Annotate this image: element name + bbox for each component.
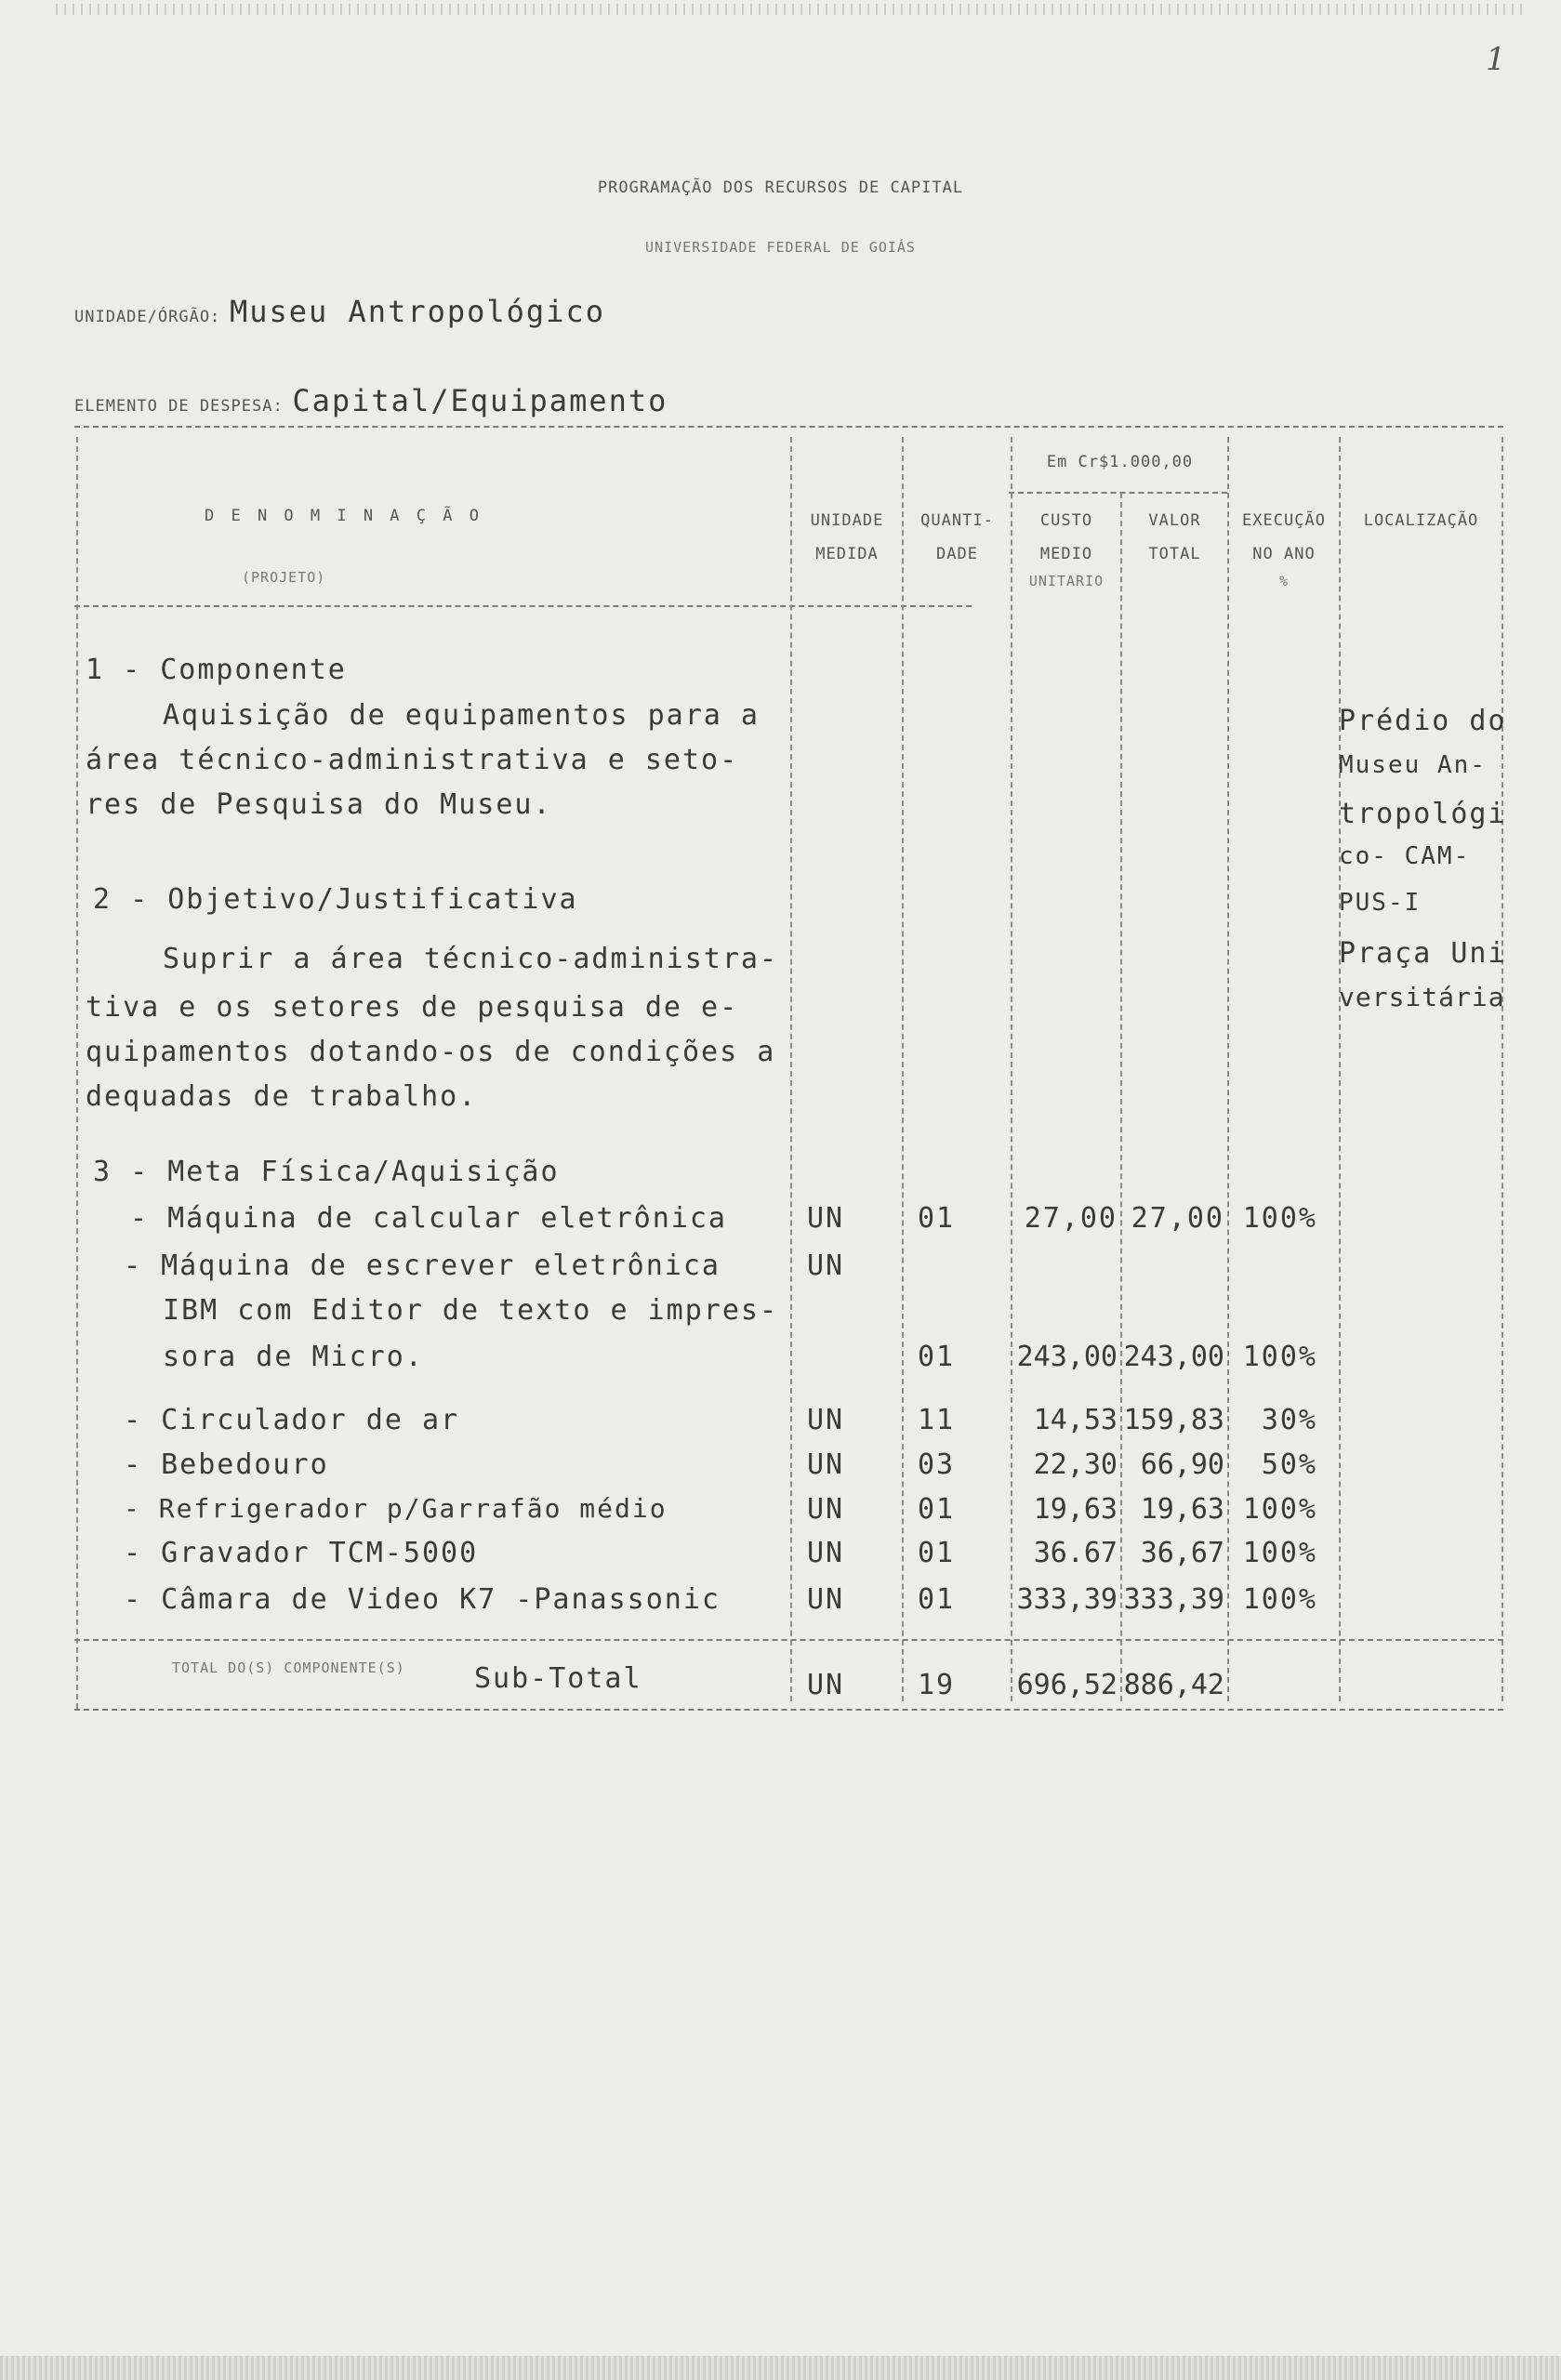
item-description: - Máquina de calcular eletrônica [130, 1202, 727, 1235]
col-header-quantidade-1: QUANTI- [920, 511, 994, 530]
col-header-valor-2: TOTAL [1148, 545, 1201, 563]
item-unit: UN [807, 1537, 845, 1569]
table-top-border [74, 426, 1503, 428]
col-divider-localizacao [1339, 437, 1341, 1701]
item-unit-cost: 333,39 [1016, 1583, 1118, 1616]
document-subtitle: UNIVERSIDADE FEDERAL DE GOIÁS [645, 239, 916, 256]
item-quantity: 01 [918, 1537, 956, 1569]
item-description: - Bebedouro [124, 1448, 329, 1481]
col-header-execucao-2: NO ANO [1252, 545, 1316, 563]
col-header-denominacao: D E N O M I N A Ç Ã O [205, 507, 483, 525]
location-line-2: Museu An- [1339, 751, 1487, 779]
col-divider-quantidade [902, 437, 904, 1701]
item-total: 66,90 [1140, 1448, 1224, 1481]
table-total-top-border [74, 1639, 1503, 1641]
col-header-custo-3: UNITARIO [1028, 573, 1105, 589]
item-description: - Gravador TCM-5000 [124, 1537, 479, 1569]
item-execution: 100% [1242, 1341, 1317, 1373]
unit-label: UNIDADE/ÓRGÃO: [74, 308, 221, 326]
currency-divider [1009, 492, 1227, 494]
item-unit: UN [807, 1250, 845, 1282]
item-unit-cost: 27,00 [1024, 1202, 1118, 1235]
item-quantity: 01 [918, 1493, 956, 1526]
item-description: - Máquina de escrever eletrônica [124, 1250, 721, 1282]
total-unit: UN [807, 1669, 845, 1701]
table-header-bottom-border [74, 605, 972, 607]
item-unit: UN [807, 1404, 845, 1436]
total-value: 886,42 [1123, 1669, 1224, 1701]
location-line-3: tropológi [1339, 798, 1507, 830]
item-execution: 30% [1261, 1404, 1317, 1436]
section-1-heading: 1 - Componente [86, 654, 347, 686]
section-2-line-3: quipamentos dotando-os de condições a [86, 1036, 776, 1068]
col-header-unidade-2: MEDIDA [815, 545, 879, 563]
location-line-5: PUS-I [1339, 889, 1422, 917]
location-line-4: co- CAM- [1339, 842, 1471, 870]
section-1-line-2: área técnico-administrativa e seto- [86, 744, 739, 776]
table-left-border [76, 437, 78, 1709]
unit-value: Museu Antropológico [229, 294, 605, 329]
item-execution: 100% [1242, 1537, 1317, 1569]
item-unit-cost: 14,53 [1033, 1404, 1118, 1436]
item-total: 333,39 [1123, 1583, 1224, 1616]
col-header-unidade-1: UNIDADE [810, 511, 884, 530]
col-header-currency: Em Cr$1.000,00 [1046, 453, 1194, 471]
section-2-heading: 2 - Objetivo/Justificativa [93, 883, 578, 916]
item-unit: UN [807, 1493, 845, 1526]
item-execution: 50% [1261, 1448, 1317, 1481]
total-label: TOTAL DO(S) COMPONENTE(S) [172, 1659, 405, 1676]
document-title: PROGRAMAÇÃO DOS RECURSOS DE CAPITAL [597, 178, 964, 197]
col-header-execucao-3: % [1278, 573, 1290, 589]
item-total: 243,00 [1123, 1341, 1224, 1373]
item-description-cont: IBM com Editor de texto e impres- [163, 1294, 779, 1327]
item-execution: 100% [1242, 1583, 1317, 1616]
item-description: - Refrigerador p/Garrafão médio [124, 1493, 668, 1524]
unit-line [74, 294, 605, 329]
element-value: Capital/Equipamento [292, 383, 668, 418]
item-unit: UN [807, 1448, 845, 1481]
item-unit: UN [807, 1202, 845, 1235]
item-unit-cost: 19,63 [1033, 1493, 1118, 1526]
col-header-custo-2: MEDIO [1039, 545, 1093, 563]
item-description: - Câmara de Video K7 -Panassonic [124, 1583, 721, 1616]
item-total: 27,00 [1131, 1202, 1224, 1235]
page-number: 1 [1486, 41, 1506, 78]
element-line [74, 383, 668, 418]
section-2-line-4: dequadas de trabalho. [86, 1080, 478, 1113]
col-divider-unidade [790, 437, 792, 1701]
element-label: ELEMENTO DE DESPESA: [74, 397, 284, 416]
table-right-border [1501, 437, 1503, 1701]
item-quantity: 03 [918, 1448, 956, 1481]
item-unit: UN [807, 1583, 845, 1616]
section-2-line-1: Suprir a área técnico-administra- [163, 943, 779, 975]
item-total: 36,67 [1140, 1537, 1224, 1569]
item-total: 19,63 [1140, 1493, 1224, 1526]
item-quantity: 11 [918, 1404, 956, 1436]
col-header-valor-1: VALOR [1148, 511, 1201, 530]
scan-bottom-artifact [0, 2356, 1561, 2380]
item-description: - Circulador de ar [124, 1404, 460, 1436]
table-bottom-border [74, 1709, 1503, 1711]
col-header-quantidade-2: DADE [936, 545, 978, 563]
item-execution: 100% [1242, 1202, 1317, 1235]
col-header-projeto: (PROJETO) [242, 569, 326, 586]
item-total: 159,83 [1123, 1404, 1224, 1436]
item-description-cont: sora de Micro. [163, 1341, 424, 1373]
item-quantity: 01 [918, 1202, 956, 1235]
item-execution: 100% [1242, 1493, 1317, 1526]
scan-top-artifact [56, 4, 1525, 15]
item-quantity: 01 [918, 1341, 956, 1373]
section-1-line-3: res de Pesquisa do Museu. [86, 788, 552, 821]
col-header-custo-1: CUSTO [1039, 511, 1093, 530]
col-header-execucao-1: EXECUÇÃO [1242, 511, 1326, 530]
total-quantity: 19 [918, 1669, 956, 1701]
subtotal-label: Sub-Total [474, 1662, 642, 1695]
location-line-1: Prédio do [1339, 705, 1507, 737]
section-2-line-2: tiva e os setores de pesquisa de e- [86, 991, 739, 1024]
section-1-line-1: Aquisição de equipamentos para a [163, 699, 760, 732]
item-quantity: 01 [918, 1583, 956, 1616]
location-line-6: Praça Uni [1339, 937, 1507, 970]
item-unit-cost: 36.67 [1033, 1537, 1118, 1569]
item-unit-cost: 243,00 [1016, 1341, 1118, 1373]
section-3-heading: 3 - Meta Física/Aquisição [93, 1156, 560, 1188]
col-header-localizacao: LOCALIZAÇÃO [1363, 511, 1479, 530]
total-unit-cost: 696,52 [1016, 1669, 1118, 1701]
item-unit-cost: 22,30 [1033, 1448, 1118, 1481]
location-line-7: versitária [1339, 982, 1505, 1012]
